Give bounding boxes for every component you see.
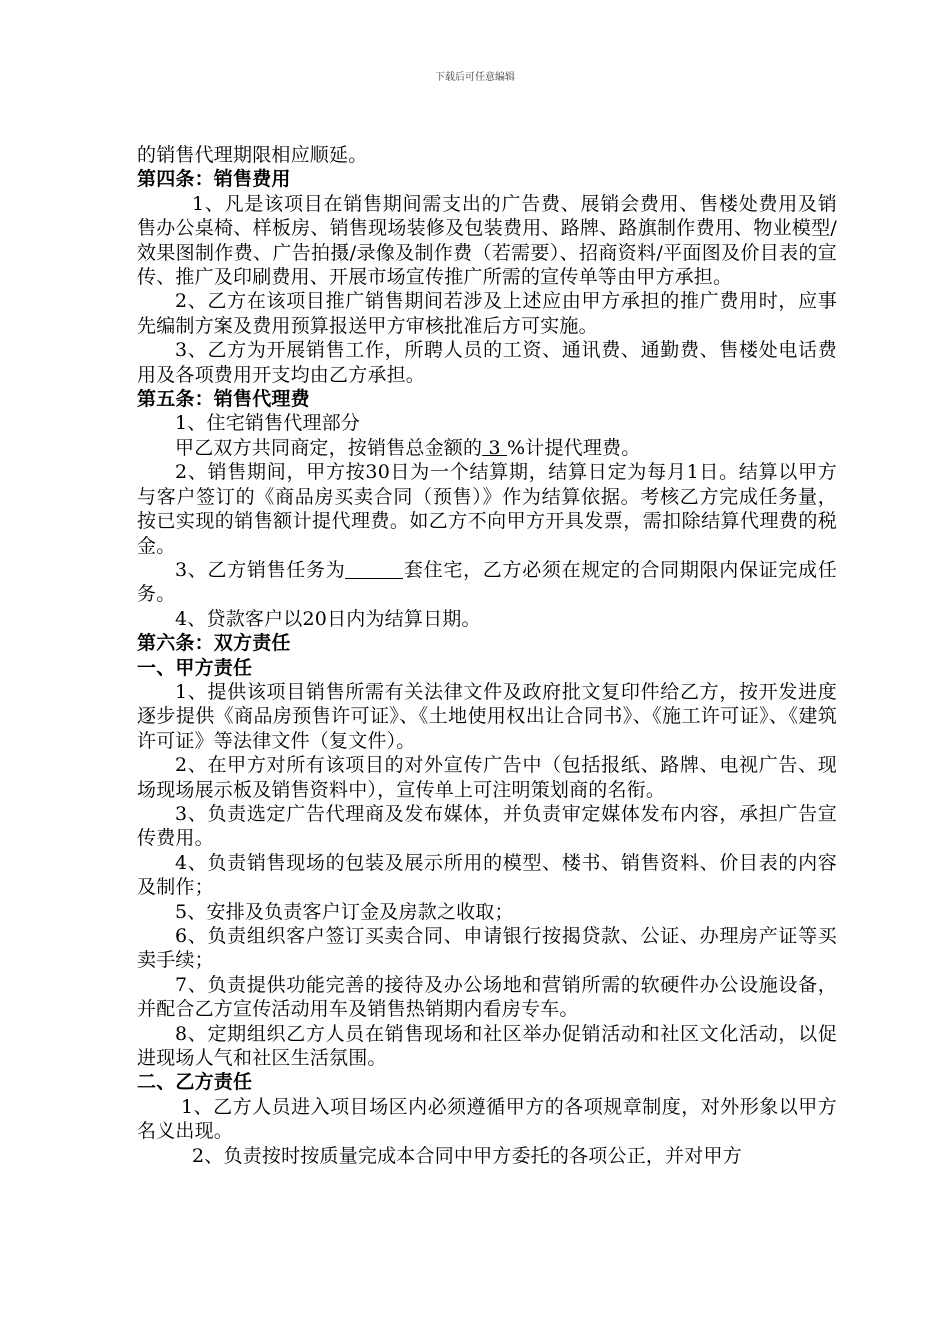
paragraph: 4、贷款客户以20日内为结算日期。 [175, 607, 481, 630]
text-run: 套住宅，乙方必须在规定的合同期限内保证完成任务。 [137, 558, 837, 606]
paragraph: 1、乙方人员进入项目场区内必须遵循甲方的各项规章制度，对外形象以甲方名义出现。 [137, 1095, 837, 1143]
text-run: 3、乙方销售任务为 [175, 558, 346, 581]
paragraph: 5、安排及负责客户订金及房款之收取； [175, 900, 514, 923]
paragraph: 1、提供该项目销售所需有关法律文件及政府批文复印件给乙方，按开发进度逐步提供《商品房预售许可证》、《土地使用权出让合同书》、《施工许可证》、《建筑许可证》等法律文件（复文件）。 [137, 680, 837, 752]
paragraph: 2、乙方在该项目推广销售期间若涉及上述应由甲方承担的推广费用时，应事先编制方案及费用预算报送甲方审核批准后方可实施。 [137, 290, 837, 337]
subsection-heading: 二、乙方责任 [137, 1071, 253, 1094]
section-heading: 第五条：销售代理费 [137, 388, 310, 411]
text-run: %计提代理费。 [506, 436, 641, 459]
paragraph: 1、凡是该项目在销售期间需支出的广告费、展销会费用、售楼处费用及销售办公桌椅、样板房、销售现场装修及包装费用、路牌、路旗制作费用、物业模型/效果图制作费、广告拍摄/录像及制作费（若需要）、招商资料/平面图及价目表的宣传、推广及印刷费用、开展市场宣传推广所需的宣传单等由甲方承担。 [137, 192, 837, 289]
paragraph: 3、乙方为开展销售工作，所聘人员的工资、通讯费、通勤费、售楼处电话费用及各项费用开支均由乙方承担。 [137, 339, 837, 386]
page-header-note: 下载后可任意编辑 [435, 72, 515, 83]
paragraph: 2、销售期间，甲方按30日为一个结算期，结算日定为每月1日。结算以甲方与客户签订的《商品房买卖合同（预售）》作为结算依据。考核乙方完成任务量，按已实现的销售额计提代理费。如乙方不向甲方开具发票，需扣除结算代理费的税金。 [137, 461, 837, 557]
paragraph: 6、负责组织客户签订买卖合同、申请银行按揭贷款、公证、办理房产证等买卖手续； [137, 925, 837, 972]
section-heading: 第六条：双方责任 [137, 632, 291, 655]
paragraph [137, 558, 837, 607]
paragraph: 的销售代理期限相应顺延。 [137, 144, 368, 166]
subsection-heading: 一、甲方责任 [137, 656, 253, 679]
paragraph: 7、负责提供功能完善的接待及办公场地和营销所需的软硬件办公设施设备，并配合乙方宣传活动用车及销售热销期内看房专车。 [137, 973, 837, 1021]
section-heading: 第四条：销售费用 [137, 168, 291, 191]
text-run: 甲乙双方共同商定，按销售总金额的 [175, 436, 483, 459]
paragraph: 3、负责选定广告代理商及发布媒体，并负责审定媒体发布内容，承担广告宣传费用。 [137, 802, 837, 850]
paragraph [137, 436, 837, 460]
paragraph: 8、定期组织乙方人员在销售现场和社区举办促销活动和社区文化活动，以促进现场人气和社区生活氛围。 [137, 1022, 837, 1070]
paragraph: 4、负责销售现场的包装及展示所用的模型、楼书、销售资料、价目表的内容及制作； [137, 851, 837, 899]
commission-rate: 3 [482, 436, 507, 459]
paragraph: 1、住宅销售代理部分 [175, 412, 361, 435]
blank-underline [345, 561, 403, 579]
paragraph: 2、负责按时按质量完成本合同中甲方委托的各项公正，并对甲方 [192, 1144, 742, 1167]
document-body [137, 143, 837, 1168]
paragraph: 2、在甲方对所有该项目的对外宣传广告中（包括报纸、路牌、电视广告、现场现场展示板及销售资料中），宣传单上可注明策划商的名衔。 [137, 754, 837, 801]
